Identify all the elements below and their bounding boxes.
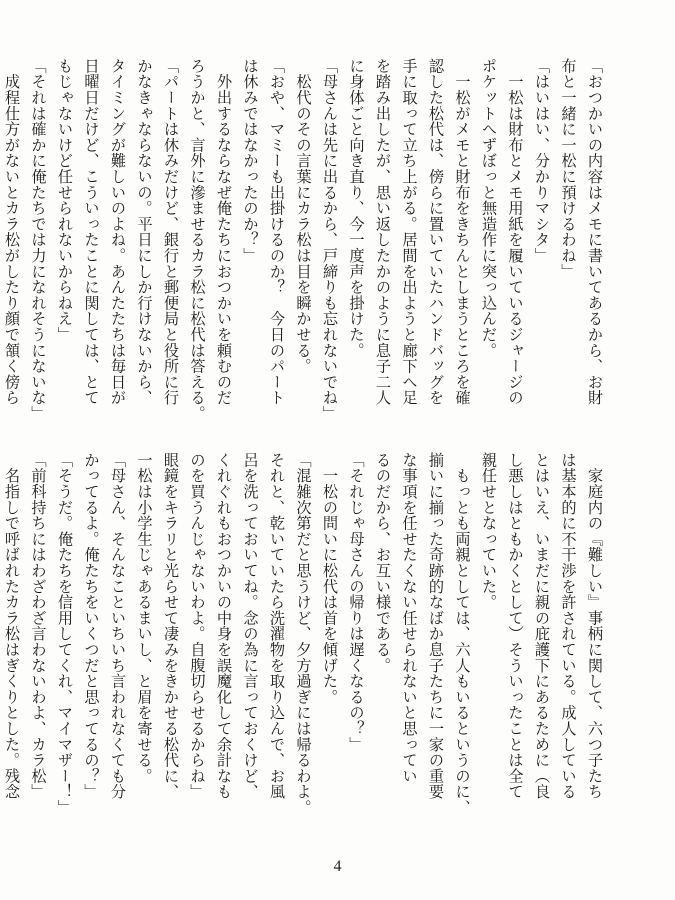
lower-text-line: のを買うんじゃないわよ。自腹切らせるからね」 (188, 452, 207, 800)
upper-text-line: 「パートは休みだけど、銀行と郵便局と役所に行 (162, 58, 180, 406)
upper-text-line: もじゃないけど任せられないからねえ」 (56, 58, 74, 343)
lower-text-line: 「前科持ちにはわざわざ言わないわよ、カラ松」 (29, 452, 48, 800)
upper-text-line: に身体ごと向き直り、今一度声を掛けた。 (347, 58, 366, 359)
lower-text-line: 親任せとなっていた。 (480, 452, 498, 610)
upper-text-line: 成程仕方がないとカラ松がしたり顔で頷く傍ら (3, 58, 21, 406)
lower-text-line: 「それじゃ母さんの帰りは遅くなるの？」 (347, 452, 366, 753)
upper-text-line: タイミングが難しいのよね。あんたたちは毎日が (109, 58, 127, 406)
upper-text-line: 「母さんは先に出るから、戸締りも忘れないでね」 (321, 58, 339, 422)
lower-text-line: な事項を任せたくない任せられないと思ってい (400, 452, 419, 784)
upper-text-line: 一松がメモと財布をきちんとしまうところを確 (453, 58, 472, 406)
lower-text-line: 揃いに揃った奇跡的なばか息子たちに一家の重要 (427, 452, 445, 800)
upper-text-block (3, 58, 608, 436)
lower-text-block (3, 452, 608, 830)
lower-text-line: 眼鏡をキラリと光らせて凄みをきかせる松代に、 (162, 452, 180, 800)
upper-text-line: ポケットへずぼっと無造作に突っ込んだ。 (480, 58, 498, 359)
lower-text-line: 一松の問いに松代は首を傾げた。 (321, 452, 339, 705)
upper-text-line: を踏み出したが、思い返したかのように息子二人 (374, 58, 392, 406)
lower-text-line: とはいえ、いまだに親の庇護下にあるために（良 (533, 452, 551, 800)
lower-text-line: 「混雑次第だと思うけど、夕方過ぎには帰るわよ。 (294, 452, 313, 816)
lower-text-line: 名指しで呼ばれたカラ松はぎくりとした。残念 (3, 452, 21, 800)
upper-text-line: 手に取って立ち上がる。居間を出ようと廊下へ足 (400, 58, 419, 406)
upper-text-line: かなきゃならないの。平日にしか行けないから、 (135, 58, 154, 406)
upper-text-line: 布と一緒に一松に預けるわね」 (559, 58, 578, 280)
upper-text-line: は休みではなかったのか？」 (241, 58, 260, 264)
upper-text-line: 「おや、マミーも出掛けるのか？ 今日のパート (268, 58, 286, 406)
upper-text-line: 外出するならなぜ俺たちにおつかいを頼むのだ (215, 58, 233, 406)
lower-text-line: は基本的に不干渉を許されている。成人している (559, 452, 578, 800)
upper-text-line: 一松は財布とメモ用紙を履いているジャージの (506, 58, 525, 406)
lower-text-line: 呂を洗っておいてね。念の為に言っておくけど、 (241, 452, 260, 800)
lower-text-line: それと、乾いていたら洗濯物を取り込んで、お風 (268, 452, 286, 800)
upper-text-line: 「はいはい、分かりマシタ」 (533, 58, 551, 264)
lower-text-line: 「母さん、そんなこといちいち言われなくても分 (109, 452, 127, 800)
lower-text-line: くれぐれもおつかいの中身を誤魔化して余計なも (215, 452, 233, 800)
page-number: 4 (333, 858, 342, 875)
lower-text-line: 家庭内の『難しい』事柄に関して、六つ子たち (586, 452, 604, 800)
upper-text-line: 「おつかいの内容はメモに書いてあるから、お財 (586, 58, 604, 406)
lower-text-line: かってるよ。俺たちをいくつだと思ってるの？」 (82, 452, 101, 800)
upper-text-line: 松代のその言葉にカラ松は目を瞬かせる。 (294, 58, 313, 374)
upper-text-line: ろうかと、言外に滲ませるカラ松に松代は答える。 (188, 58, 207, 422)
lower-text-line: 「そうだ。俺たちを信用してくれ、マイマザー！」 (56, 452, 74, 816)
upper-text-line: 認した松代は、傍らに置いていたハンドバッグを (427, 58, 445, 406)
lower-text-line: もっとも両親としては、六人もいるというのに、 (453, 452, 472, 816)
upper-text-line: 「それは確かに俺たちでは力になれそうにないな」 (29, 58, 48, 422)
lower-text-line: 一松は小学生じゃあるまいし、と眉を寄せる。 (135, 452, 154, 784)
lower-text-line: るのだから、お互い様である。 (374, 452, 392, 674)
upper-text-line: 日曜日だけど、こういったことに関しては、とて (82, 58, 101, 406)
lower-text-line: し悪しはともかくとして）そういったことは全て (506, 452, 525, 800)
